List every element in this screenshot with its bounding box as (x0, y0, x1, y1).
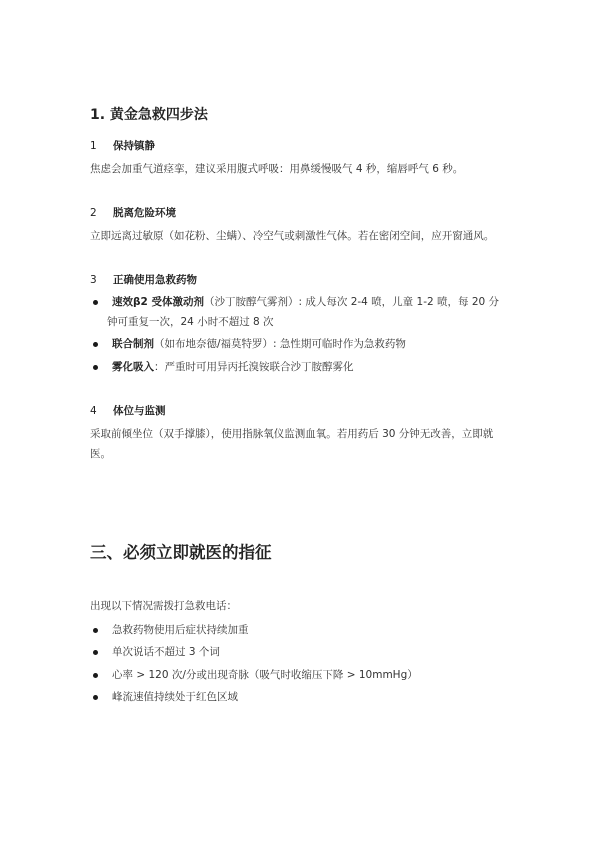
bullet-dot (93, 365, 98, 370)
bullet-dot (93, 300, 98, 305)
item-text: 峰流速值持续处于红色区域 (112, 691, 238, 703)
list-item (90, 357, 506, 377)
hospital-indications-section (90, 541, 506, 707)
step-number: 2 (90, 207, 97, 219)
item-term: 雾化吸入 (112, 361, 154, 373)
item-detail: （如布地奈德/福莫特罗）: 急性期可临时作为急救药物 (154, 338, 406, 350)
step-header (90, 401, 506, 421)
step-text: 焦虑会加重气道痉挛，建议采用腹式呼吸：用鼻缓慢吸气 4 秒，缩唇呼气 6 秒。 (90, 163, 464, 175)
step-title: 脱离危险环境 (113, 207, 176, 219)
indication-list (90, 620, 506, 707)
step-title: 正确使用急救药物 (113, 274, 197, 286)
item-text: 单次说话不超过 3 个词 (112, 646, 220, 658)
item-term: 联合制剂 (112, 338, 154, 350)
step-text: 立即远离过敏原（如花粉、尘螨）、冷空气或刺激性气体。若在密闭空间，应开窗通风。 (90, 230, 495, 242)
step-number: 1 (90, 140, 97, 152)
item-text: 急救药物使用后症状持续加重 (112, 624, 249, 636)
step-text: 采取前倾坐位（双手撑膝），使用指脉氧仪监测血氧。若用药后 30 分钟无改善，立即就医。 (90, 428, 494, 460)
bullet-dot (93, 628, 98, 633)
list-item (90, 620, 506, 640)
bullet-dot (93, 650, 98, 655)
list-item (90, 334, 506, 354)
bullet-dot (93, 673, 98, 678)
bullet-dot (93, 695, 98, 700)
step-title: 保持镇静 (113, 140, 155, 152)
step-number: 3 (90, 274, 97, 286)
section-heading: 三、必须立即就医的指征 (90, 543, 272, 562)
step-title: 体位与监测 (113, 405, 166, 417)
section-intro: 出现以下情况需拨打急救电话： (90, 600, 237, 612)
list-item (90, 665, 506, 685)
list-item (90, 687, 506, 707)
list-item (90, 642, 506, 662)
emergency-steps-section (90, 105, 506, 464)
step-header (90, 136, 506, 156)
step-header (90, 270, 506, 290)
item-detail: ：严重时可用异丙托溴铵联合沙丁胺醇雾化 (154, 361, 354, 373)
section-heading: 1. 黄金急救四步法 (90, 107, 208, 123)
item-detail: （沙丁胺醇气雾剂）: 成人每次 2-4 喷，儿童 1-2 喷，每 20 分钟可重复一次，24 小时不超过 8 次 (107, 296, 500, 328)
document-page (90, 105, 506, 707)
step-number: 4 (90, 405, 97, 417)
bullet-dot (93, 342, 98, 347)
step-header (90, 203, 506, 223)
item-text: 心率 > 120 次/分或出现奇脉（吸气时收缩压下降 > 10mmHg） (112, 669, 418, 681)
item-term: 速效β2 受体激动剂 (112, 296, 204, 308)
medication-list (90, 292, 506, 377)
list-item (90, 292, 506, 332)
